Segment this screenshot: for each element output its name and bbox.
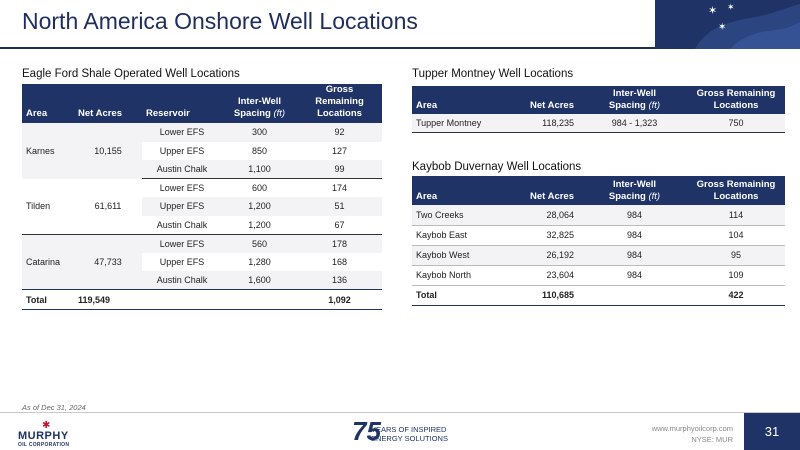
reservoir-cell: Lower EFS — [159, 183, 205, 193]
spacing-cell: 984 — [582, 205, 687, 225]
anniversary-line-2: ENERGY SOLUTIONS — [371, 434, 448, 443]
table-row — [22, 234, 382, 253]
net-acres-cell: 61,611 — [74, 179, 142, 235]
spacing-cell: 984 — [582, 245, 687, 265]
gross-cell: 750 — [687, 114, 785, 132]
spacing-cell: 1,600 — [222, 271, 297, 290]
net-acres-cell: 26,192 — [502, 245, 582, 265]
area-cell: Kaybob North — [412, 265, 502, 285]
eagle-ford-title: Eagle Ford Shale Operated Well Locations — [22, 68, 240, 80]
area-cell: Catarina — [22, 234, 74, 290]
page-number: 31 — [744, 413, 800, 450]
net-acres-cell: 23,604 — [502, 265, 582, 285]
header-area: Area — [412, 86, 502, 114]
table-row — [22, 179, 382, 198]
logo-name: MURPHY — [18, 430, 69, 442]
total-row — [22, 290, 382, 310]
footer-divider — [0, 412, 800, 413]
total-row — [412, 285, 785, 305]
header-area: Area — [22, 84, 74, 123]
gross-cell: 95 — [687, 245, 785, 265]
gross-cell: 114 — [687, 205, 785, 225]
header-reservoir: Reservoir — [142, 84, 222, 123]
gross-cell: 136 — [297, 271, 382, 290]
area-cell: Karnes — [22, 123, 74, 179]
slide-title: North America Onshore Well Locations — [22, 8, 418, 34]
header-net-acres: Net Acres — [502, 86, 582, 114]
table-row — [412, 245, 785, 265]
anniversary-number: 75 — [352, 416, 381, 446]
spacing-cell: 1,100 — [222, 160, 297, 179]
table-row — [412, 225, 785, 245]
reservoir-cell: Austin Chalk — [142, 160, 222, 179]
gross-cell: 104 — [687, 225, 785, 245]
total-label: Total — [412, 285, 502, 305]
gross-cell: 99 — [297, 160, 382, 179]
header-spacing: Inter-Well Spacing (ft) — [582, 86, 687, 114]
svg-text:✶: ✶ — [718, 22, 727, 33]
net-acres-cell: 32,825 — [502, 225, 582, 245]
total-gross: 422 — [687, 285, 785, 305]
reservoir-cell: Upper EFS — [159, 145, 205, 156]
header-net-acres: Net Acres — [502, 176, 582, 205]
reservoir-cell: Upper EFS — [159, 256, 205, 267]
tupper-title: Tupper Montney Well Locations — [412, 68, 574, 80]
kaybob-table — [412, 176, 785, 306]
header-area: Area — [412, 176, 502, 205]
net-acres-cell: 47,733 — [74, 234, 142, 290]
net-acres-cell: 118,235 — [502, 114, 582, 132]
reservoir-cell: Lower EFS — [142, 123, 222, 142]
net-acres-cell: 28,064 — [502, 205, 582, 225]
reservoir-cell: Upper EFS — [142, 197, 222, 216]
area-cell: Kaybob West — [412, 245, 502, 265]
total-net-acres: 119,549 — [74, 290, 142, 310]
title-divider — [0, 47, 655, 49]
gross-cell: 51 — [297, 197, 382, 216]
spacing-cell: 984 - 1,323 — [582, 114, 687, 132]
logo-sub: OIL CORPORATION — [18, 442, 70, 448]
net-acres-cell: 10,155 — [74, 123, 142, 179]
header-gross: Gross Remaining Locations — [687, 86, 785, 114]
anniversary-line-1: YEARS OF INSPIRED — [371, 425, 447, 434]
spacing-cell: 560 — [222, 234, 297, 253]
eagle-ford-table — [22, 84, 382, 310]
spacing-cell: 1,280 — [248, 256, 271, 267]
header-gross: Gross Remaining Locations — [297, 84, 382, 123]
spacing-cell: 600 — [251, 183, 268, 193]
website-link[interactable]: www.murphyoilcorp.com — [651, 424, 733, 433]
gross-cell: 67 — [297, 216, 382, 235]
total-net-acres: 110,685 — [502, 285, 582, 305]
spacing-cell: 984 — [582, 225, 687, 245]
table-row — [22, 123, 382, 142]
gross-cell: 109 — [687, 265, 785, 285]
total-gross: 1,092 — [297, 290, 382, 310]
header-spacing: Inter-Well Spacing (ft) — [582, 176, 687, 205]
murphy-logo — [18, 420, 76, 448]
header-spacing: Inter-Well Spacing (ft) — [222, 84, 297, 123]
spacing-cell: 850 — [251, 145, 268, 156]
area-cell: Tilden — [22, 179, 74, 235]
spacing-cell: 984 — [582, 265, 687, 285]
total-label: Total — [22, 290, 74, 310]
area-cell: Tupper Montney — [412, 114, 502, 132]
spacing-cell: 1,200 — [222, 197, 297, 216]
gross-cell: 127 — [331, 145, 348, 156]
gross-cell: 168 — [331, 256, 348, 267]
as-of-note: As of Dec 31, 2024 — [22, 403, 86, 412]
header-gross: Gross Remaining Locations — [687, 176, 785, 205]
table-row — [412, 265, 785, 285]
svg-text:✶: ✶ — [727, 3, 735, 13]
star-icon: ✱ — [42, 420, 51, 431]
kaybob-title: Kaybob Duvernay Well Locations — [412, 161, 582, 173]
header-net-acres: Net Acres — [74, 84, 142, 123]
spacing-cell: 1,200 — [222, 216, 297, 235]
reservoir-cell: Austin Chalk — [142, 271, 222, 290]
area-cell: Kaybob East — [412, 225, 502, 245]
area-cell: Two Creeks — [412, 205, 502, 225]
table-row — [412, 205, 785, 225]
corner-map-graphic — [655, 0, 800, 49]
ticker-label: NYSE: MUR — [691, 435, 733, 444]
anniversary-badge — [352, 418, 462, 446]
table-row — [412, 114, 785, 132]
reservoir-cell: Austin Chalk — [142, 216, 222, 235]
gross-cell: 178 — [297, 234, 382, 253]
svg-text:✶: ✶ — [708, 4, 718, 17]
reservoir-cell: Lower EFS — [142, 234, 222, 253]
spacing-cell: 300 — [222, 123, 297, 142]
gross-cell: 174 — [331, 183, 348, 193]
gross-cell: 92 — [297, 123, 382, 142]
tupper-table — [412, 86, 785, 133]
